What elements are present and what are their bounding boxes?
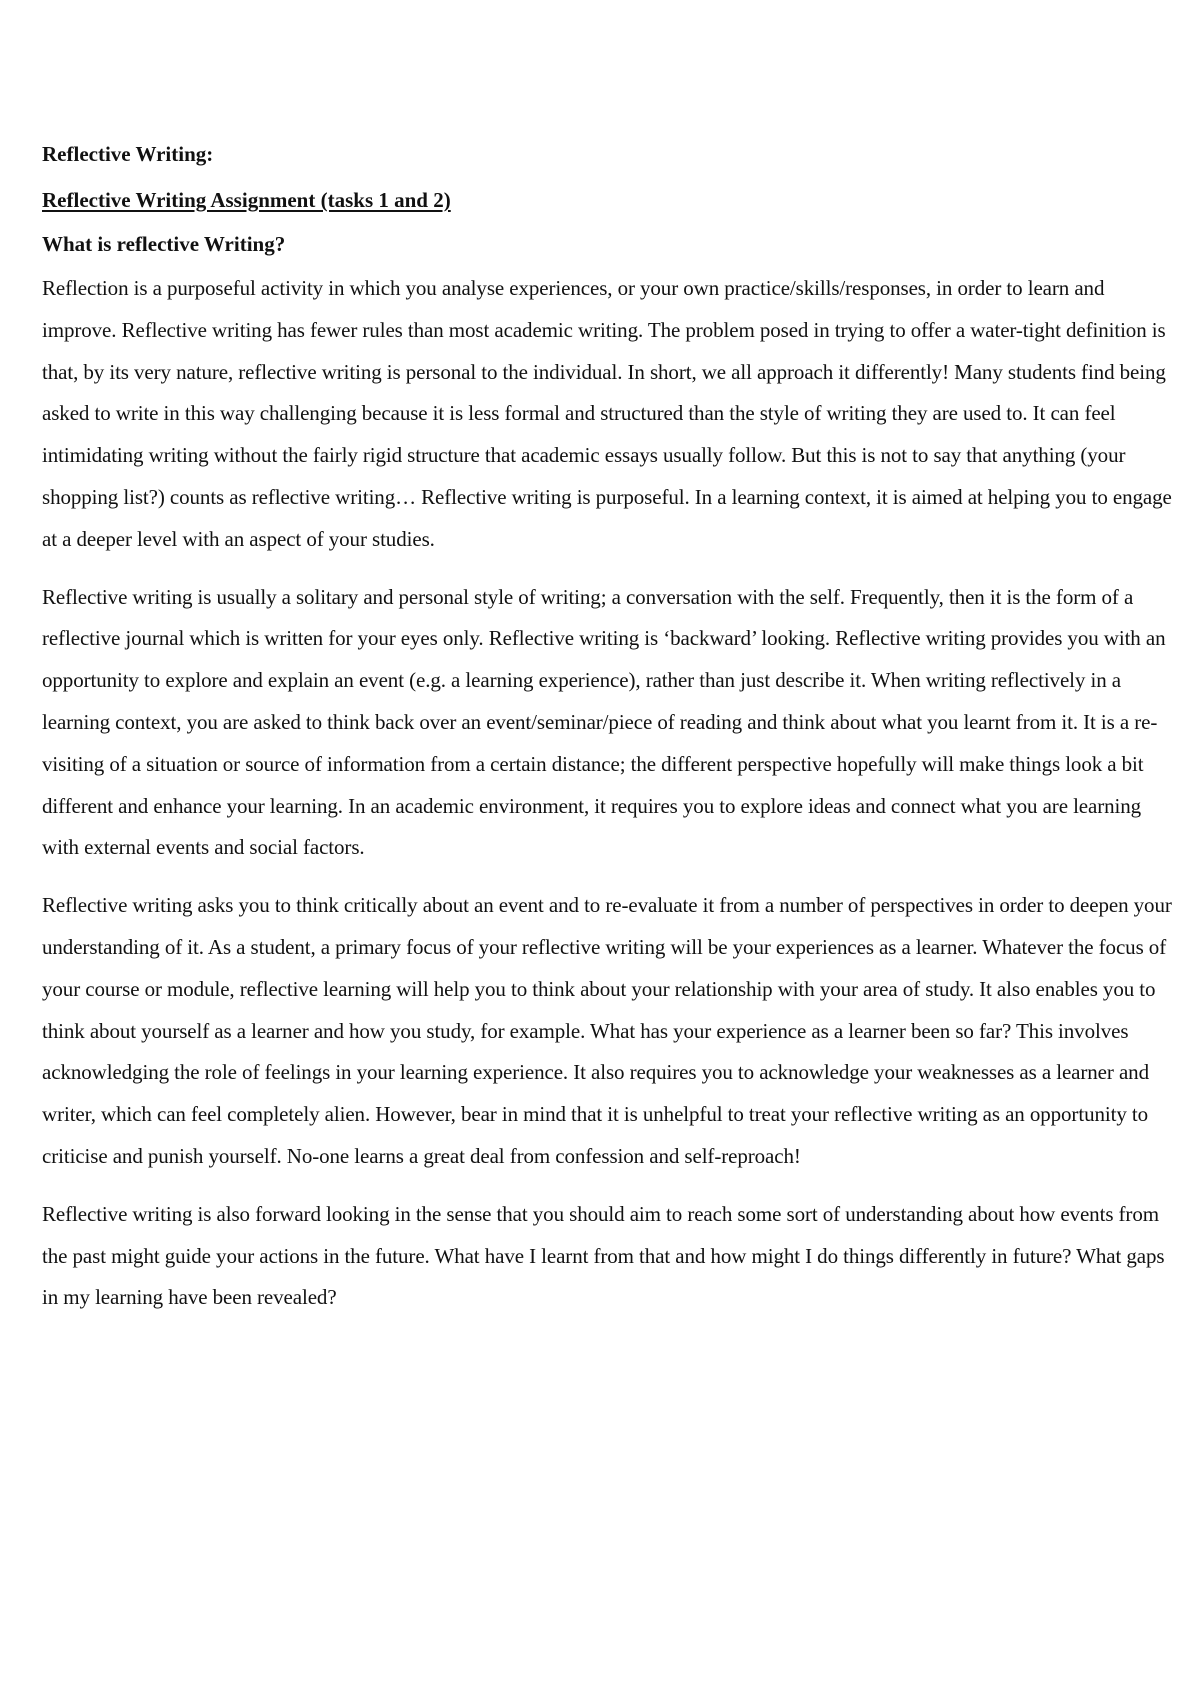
paragraph-4: Reflective writing is also forward looking in the sense that you should aim to reach some sort of understanding about how events from the past might guide your actions in the future. What have I learnt from that and how might I do things differently in future? What gaps in my learning have been revealed? [42,1201,1165,1310]
document-body [42,140,1172,1335]
assignment-heading: Reflective Writing Assignment (tasks 1 and 2) [42,188,451,212]
question-heading: What is reflective Writing? [42,232,286,256]
paragraph-1: Reflection is a purposeful activity in which you analyse experiences, or your own practice/skills/responses, in order to learn and improve. Reflective writing has fewer rules than most academic writing. The problem posed in trying to offer a water-tight definition is that, by its very nature, reflective writing is personal to the individual. In short, we all approach it differently! Many students find being asked to write in this way challenging because it is less formal and structured than the style of writing they are used to. It can feel intimidating writing without the fairly rigid structure that academic essays usually follow. But this is not to say that anything (your shopping list?) counts as reflective writing… Reflective writing is purposeful. In a learning context, it is aimed at helping you to engage at a deeper level with an aspect of your studies. [42,276,1172,551]
paragraph-3: Reflective writing asks you to think critically about an event and to re-evaluate it from a number of perspectives in order to deepen your understanding of it. As a student, a primary focus of your reflective writing will be your experiences as a learner. Whatever the focus of your course or module, reflective learning will help you to think about your relationship with your area of study. It also enables you to think about yourself as a learner and how you study, for example. What has your experience as a learner been so far? This involves acknowledging the role of feelings in your learning experience. It also requires you to acknowledge your weaknesses as a learner and writer, which can feel completely alien. However, bear in mind that it is unhelpful to treat your reflective writing as an opportunity to criticise and punish yourself. No-one learns a great deal from confession and self-reproach! [42,893,1172,1168]
document-title: Reflective Writing: [42,142,214,166]
paragraph-2: Reflective writing is usually a solitary and personal style of writing; a conversation with the self. Frequently, then it is the form of a reflective journal which is written for your eyes only. Reflective writing is ‘backward’ looking. Reflective writing provides you with an opportunity to explore and explain an event (e.g. a learning experience), rather than just describe it. When writing reflectively in a learning context, you are asked to think back over an event/seminar/piece of reading and think about what you learnt from it. It is a re-visiting of a situation or source of information from a certain distance; the different perspective hopefully will make things look a bit different and enhance your learning. In an academic environment, it requires you to explore ideas and connect what you are learning with external events and social factors. [42,584,1166,860]
